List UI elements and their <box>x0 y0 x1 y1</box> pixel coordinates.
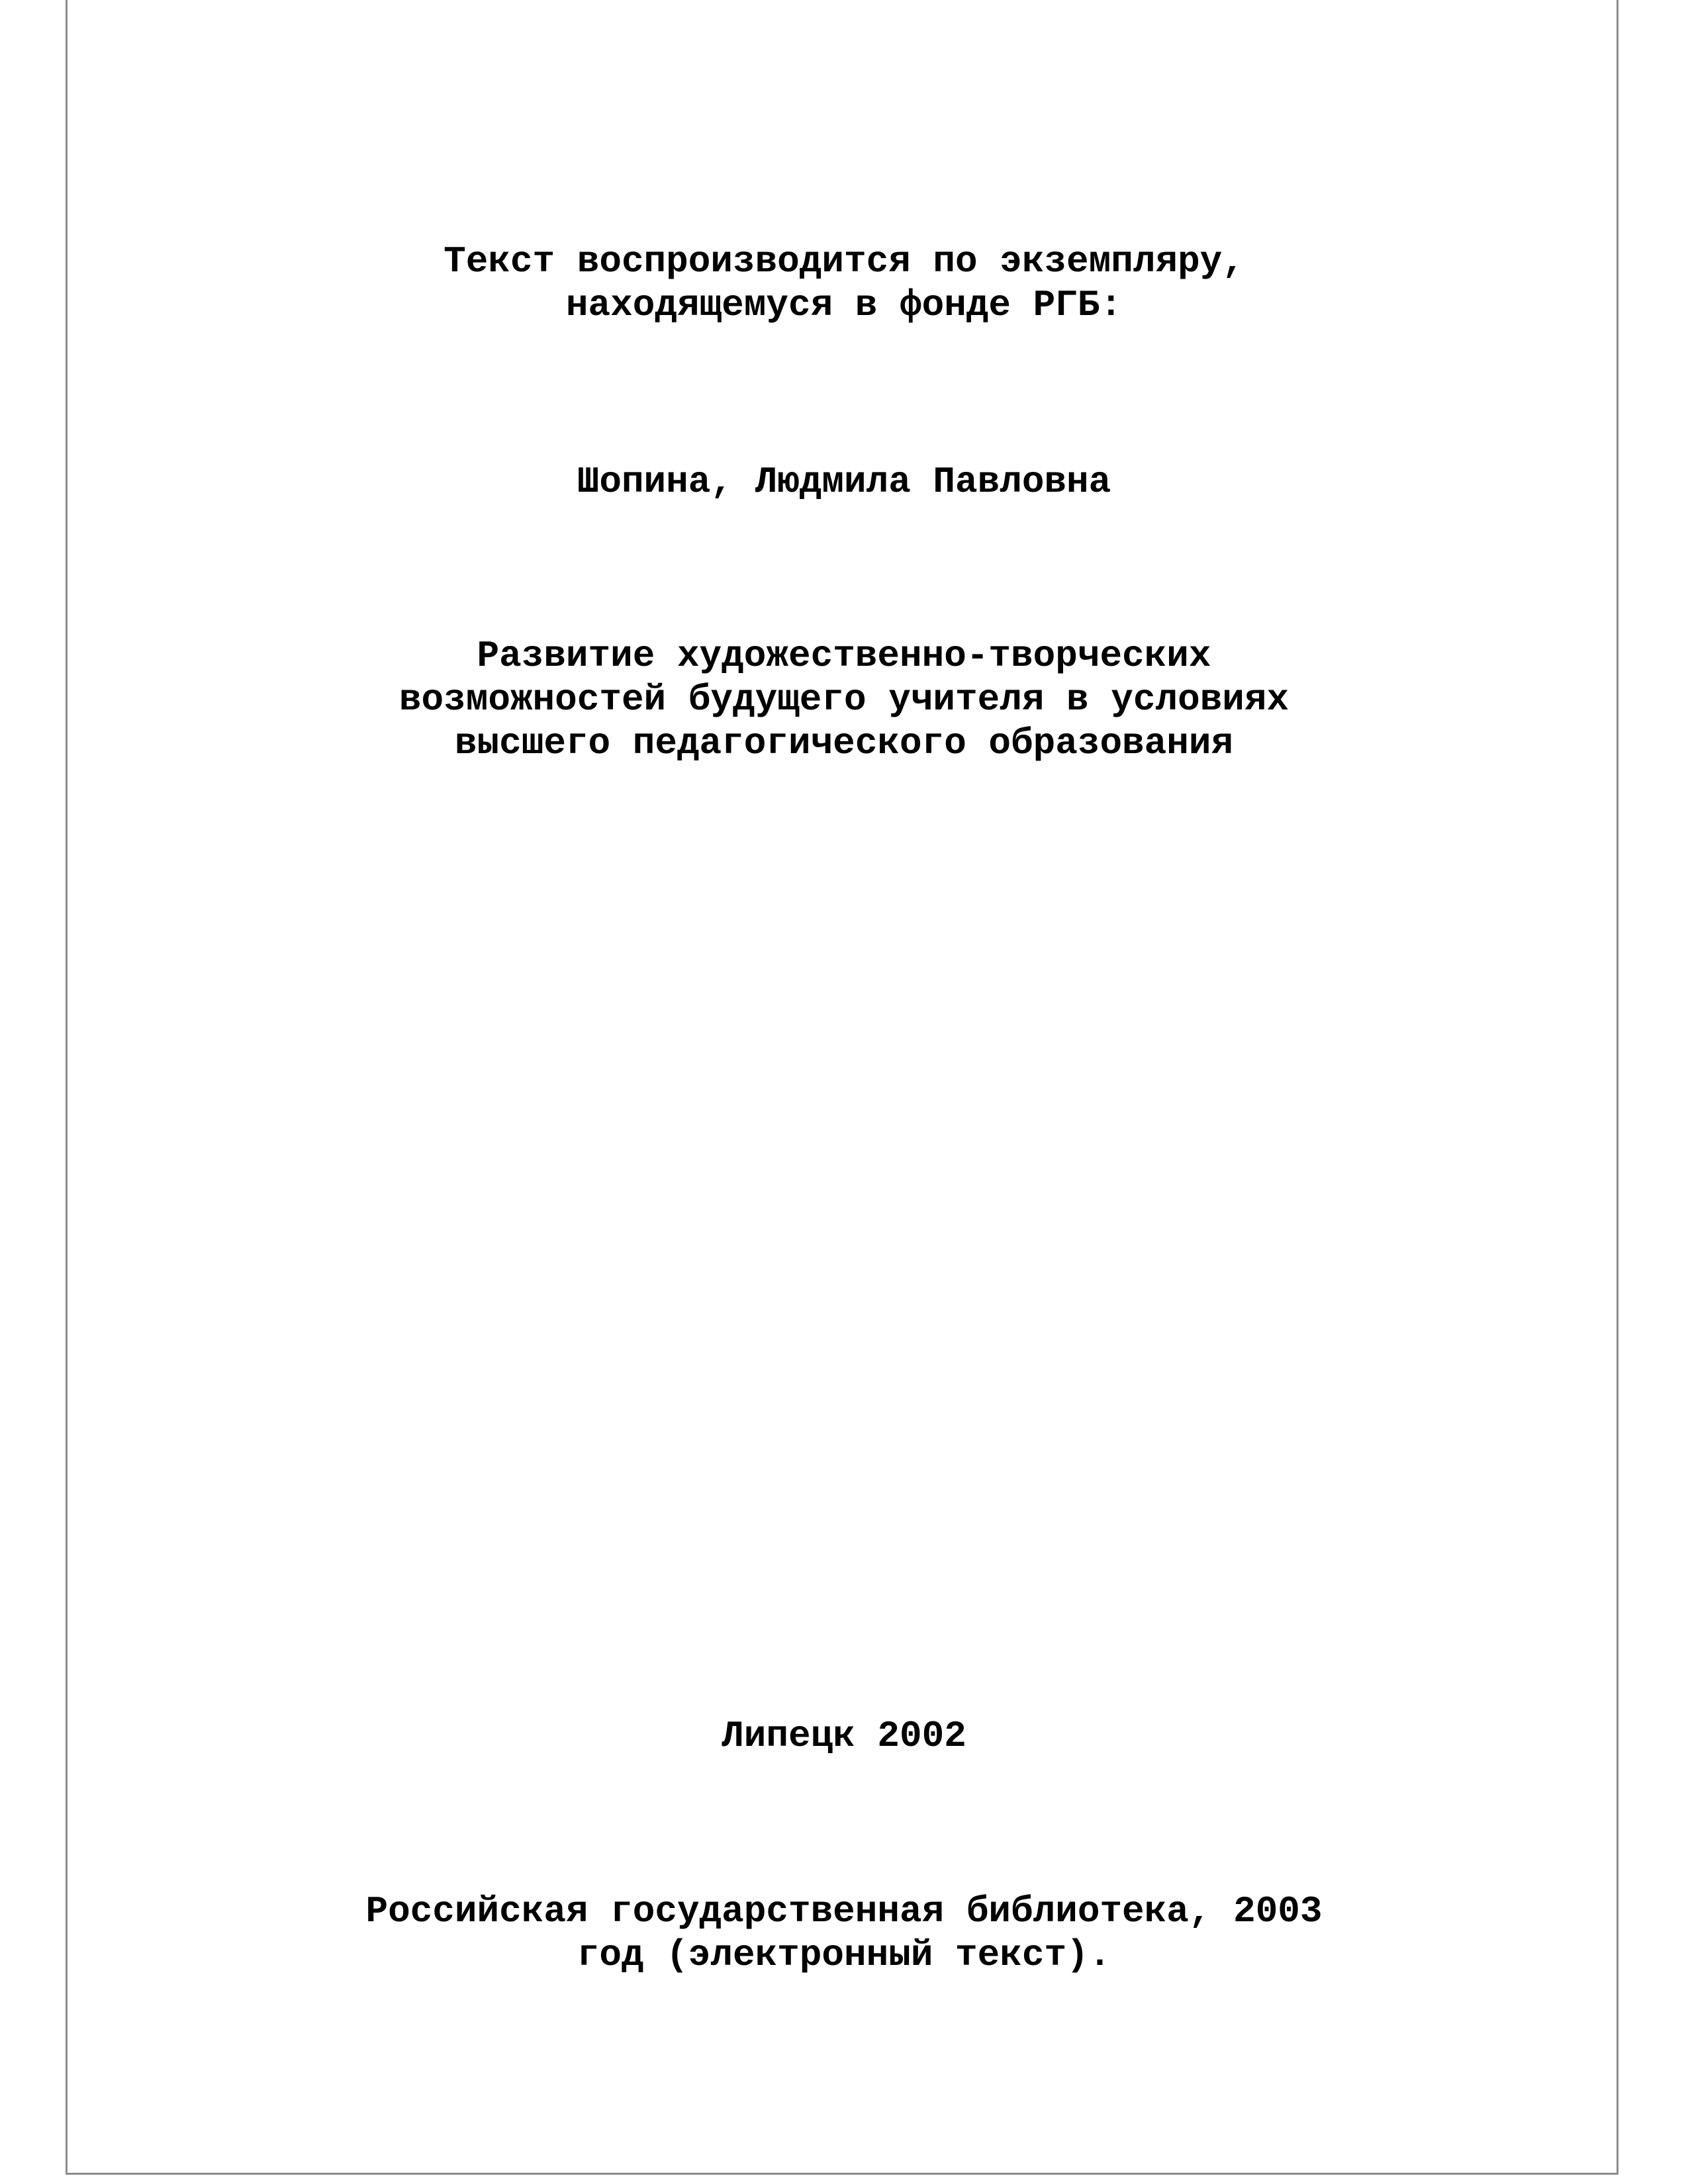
author-name <box>0 460 1688 504</box>
library-line-1: Российская государственная библиотека, 2003 <box>365 1890 1323 1933</box>
library-line-2: год (электронный текст). <box>577 1934 1111 1976</box>
library-note <box>0 1889 1688 1977</box>
author-line: Шопина, Людмила Павловна <box>577 461 1111 503</box>
title-line-2: возможностей будущего учителя в условиях <box>399 678 1289 721</box>
notice-line-2: находящемуся в фонде РГБ: <box>565 284 1123 326</box>
title-line-3: высшего педагогического образования <box>454 722 1234 764</box>
reproduction-notice <box>0 240 1688 327</box>
notice-line-1: Текст воспроизводится по экземпляру, <box>444 240 1244 283</box>
imprint <box>0 1714 1688 1758</box>
imprint-line: Липецк 2002 <box>722 1715 966 1757</box>
work-title <box>0 634 1688 765</box>
title-line-1: Развитие художественно-творческих <box>477 635 1211 677</box>
